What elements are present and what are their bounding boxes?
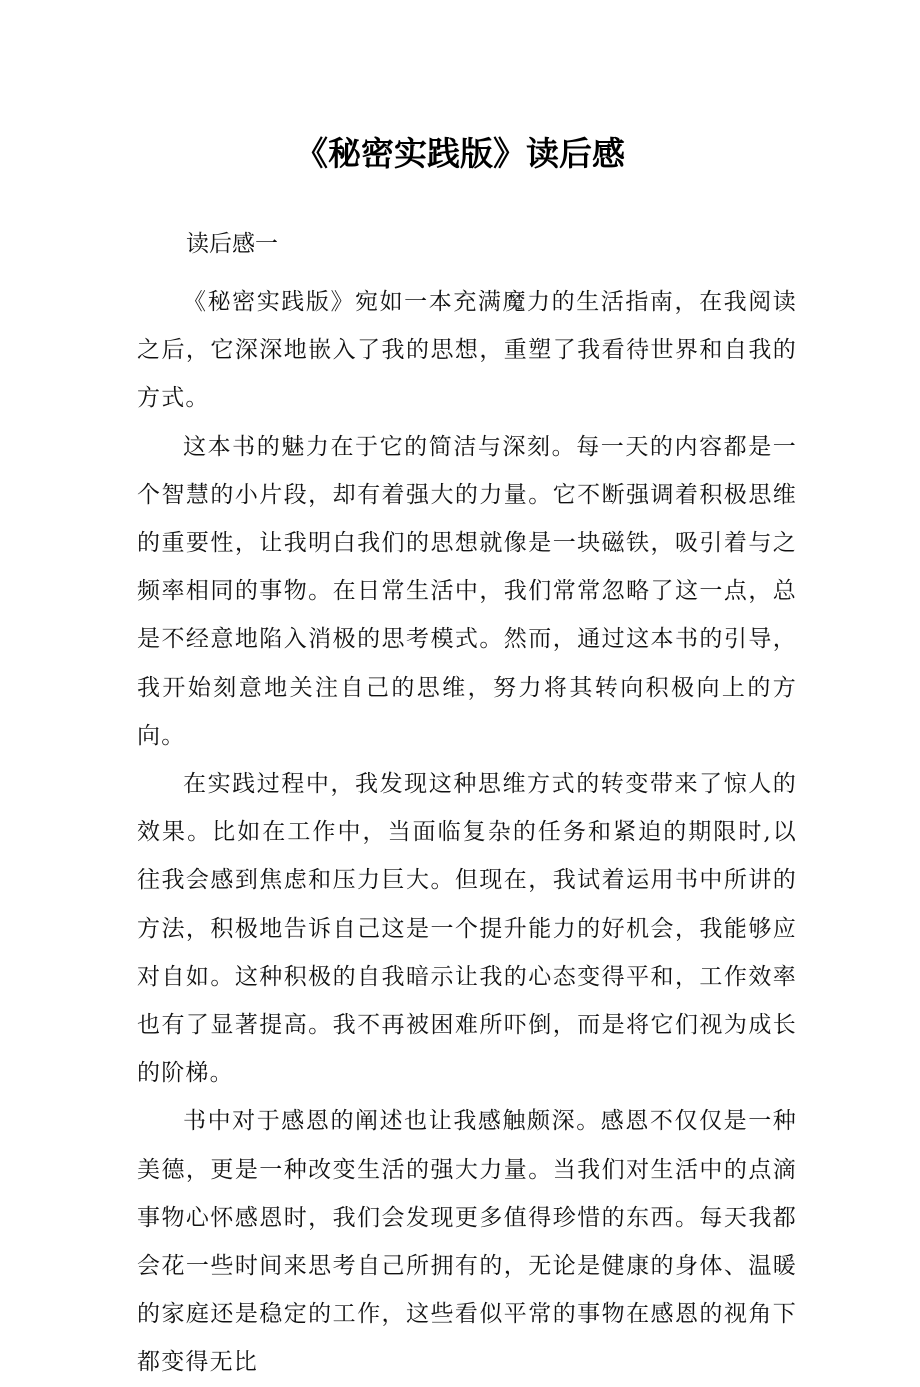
document-body bbox=[137, 278, 797, 1387]
paragraph-4: 书中对于感恩的阐述也让我感触颇深。感恩不仅仅是一种美德，更是一种改变生活的强大力量。当我们对生活中的点滴事物心怀感恩时，我们会发现更多值得珍惜的东西。每天我都会花一些时间来思考自己所拥有的，无论是健康的身体、温暖的家庭还是稳定的工作，这些看似平常的事物在感恩的视角下都变得无比 bbox=[137, 1108, 797, 1376]
paragraph-3: 在实践过程中，我发现这种思维方式的转变带来了惊人的效果。比如在工作中，当面临复杂的任务和紧迫的期限时,以往我会感到焦虑和压力巨大。但现在，我试着运用书中所讲的方法，积极地告诉自己这是一个提升能力的好机会，我能够应对自如。这种积极的自我暗示让我的心态变得平和，工作效率也有了显著提高。我不再被困难所吓倒，而是将它们视为成长的阶梯。 bbox=[137, 771, 797, 1087]
paragraph-1: 《秘密实践版》宛如一本充满魔力的生活指南，在我阅读之后，它深深地嵌入了我的思想，重塑了我看待世界和自我的方式。 bbox=[137, 289, 797, 412]
section-heading: 读后感一 bbox=[186, 231, 278, 257]
paragraph-2: 这本书的魅力在于它的简洁与深刻。每一天的内容都是一个智慧的小片段，却有着强大的力量。它不断强调着积极思维的重要性，让我明白我们的思想就像是一块磁铁，吸引着与之频率相同的事物。在日常生活中，我们常常忽略了这一点，总是不经意地陷入消极的思考模式。然而，通过这本书的引导，我开始刻意地关注自己的思维，努力将其转向积极向上的方向。 bbox=[137, 433, 797, 749]
document-title: 《秘密实践版》读后感 bbox=[295, 134, 625, 173]
